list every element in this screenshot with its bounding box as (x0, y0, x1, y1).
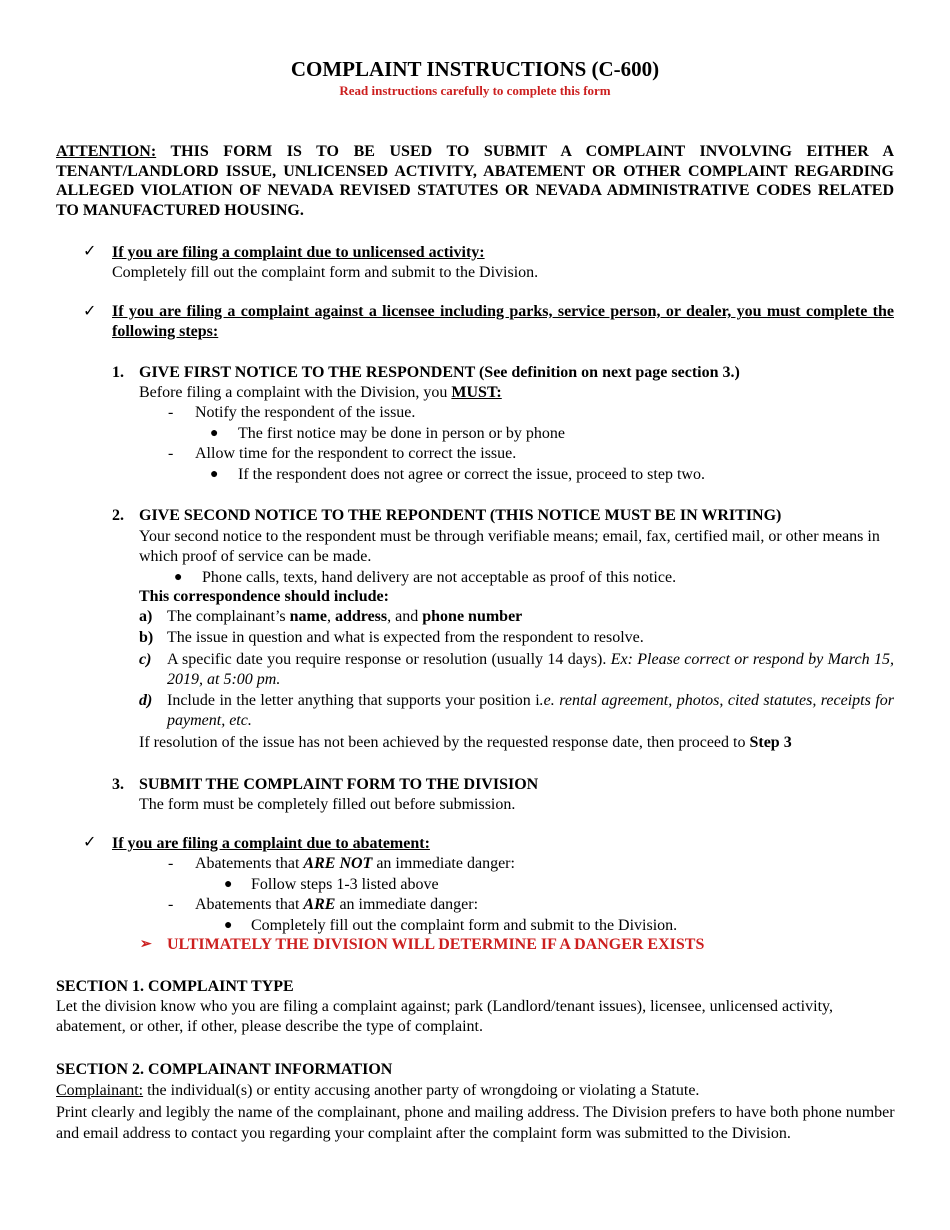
abatement-bullet2: Completely fill out the complaint form and submit to the Division. (251, 917, 678, 934)
item-a-address: address (334, 608, 388, 625)
step2-number: 2. (112, 507, 124, 524)
attention-notice (56, 142, 894, 220)
bullet-marker: ● (224, 918, 233, 933)
item-b-label: b) (139, 629, 154, 646)
step1-dash1: Notify the respondent of the issue. (195, 404, 416, 421)
section2-heading: SECTION 2. COMPLAINANT INFORMATION (56, 1061, 393, 1078)
section2-text: Print clearly and legibly the name of the complainant, phone and mailing address. The Division prefers to have both phone number and email address to contact you regarding your complaint after the complaint form was submitted to the Division. (56, 1104, 895, 1142)
item-a-phone: phone number (422, 608, 523, 625)
item-d-label: d) (139, 692, 153, 709)
page-subtitle: Read instructions carefully to complete this form (339, 83, 611, 98)
danger-warning: ULTIMATELY THE DIVISION WILL DETERMINE IF A DANGER EXISTS (167, 936, 705, 953)
item-a-sep: , and (387, 608, 423, 625)
unlicensed-text: Completely fill out the complaint form and submit to the Division. (112, 264, 539, 281)
step2-bullet: Phone calls, texts, hand delivery are not acceptable as proof of this notice. (202, 569, 677, 586)
item-a-label: a) (139, 608, 153, 625)
page-title: COMPLAINT INSTRUCTIONS (C-600) (290, 57, 660, 81)
step1-must: MUST: (451, 384, 502, 401)
item-d-main: Include in the letter anything that supports your position i (167, 692, 540, 709)
step3-number: 3. (112, 776, 124, 793)
attention-label: ATTENTION: (56, 143, 157, 160)
section1-heading: SECTION 1. COMPLAINT TYPE (56, 978, 294, 995)
item-d-text (167, 691, 894, 731)
bullet-marker: ● (224, 877, 233, 892)
step2-include-heading: This correspondence should include: (139, 588, 389, 605)
item-c-example: Ex: Please correct or respond by March 15, 2019, at 5:00 pm. (167, 651, 894, 688)
bullet-marker: ● (210, 426, 219, 441)
abatement-heading: If you are filing a complaint due to abatement: (112, 835, 430, 852)
abatement-dash1-post: an immediate danger: (372, 855, 515, 872)
step2-intro: Your second notice to the respondent must be through verifiable means; email, fax, certified mail, or other means in which proof of service can be made. (139, 528, 880, 565)
step3-text: The form must be completely filled out before submission. (139, 796, 516, 813)
dash-marker: - (168, 896, 174, 913)
checkmark-icon: ✓ (83, 834, 97, 851)
step2-resolution (139, 733, 792, 753)
bullet-marker: ● (210, 467, 219, 482)
item-d-examples: .e. rental agreement, photos, cited statutes, receipts for payment, etc. (167, 692, 894, 729)
abatement-dash1-em: ARE NOT (303, 855, 373, 872)
step2-resolution-step: Step 3 (749, 734, 792, 751)
step1-bullet1: The first notice may be done in person or by phone (238, 425, 566, 442)
step2-heading: GIVE SECOND NOTICE TO THE REPONDENT (THIS NOTICE MUST BE IN WRITING) (139, 507, 782, 524)
item-c-text (167, 650, 894, 690)
abatement-dash1 (195, 854, 515, 874)
section1-text: Let the division know who you are filing a complaint against; park (Landlord/tenant issues), licensee, unlicensed activity, abatement, or other, if other, please describe the type of complaint. (56, 998, 833, 1035)
step1-dash2: Allow time for the respondent to correct the issue. (195, 445, 517, 462)
section2-definition-text: the individual(s) or entity accusing another party of wrongdoing or violating a Statute. (143, 1082, 700, 1099)
dash-marker: - (168, 855, 174, 872)
step1-heading: GIVE FIRST NOTICE TO THE RESPONDENT (See definition on next page section 3.) (139, 364, 740, 381)
abatement-dash2 (195, 895, 478, 915)
licensee-heading: If you are filing a complaint against a licensee including parks, service person, or dealer, you must complete the following steps: (112, 303, 894, 340)
abatement-dash2-pre: Abatements that (195, 896, 304, 913)
step3-heading: SUBMIT THE COMPLAINT FORM TO THE DIVISION (139, 776, 539, 793)
step1-bullet2: If the respondent does not agree or correct the issue, proceed to step two. (238, 466, 705, 483)
abatement-dash2-post: an immediate danger: (335, 896, 479, 913)
item-c-main: A specific date you require response or resolution (usually 14 days). (167, 651, 611, 668)
abatement-dash2-em: ARE (303, 896, 336, 913)
step1-intro (139, 383, 502, 403)
item-a-name: name (289, 608, 327, 625)
unlicensed-heading: If you are filing a complaint due to unlicensed activity: (112, 244, 485, 261)
step1-intro-text: Before filing a complaint with the Division, you (139, 384, 452, 401)
section2-term: Complainant: (56, 1082, 144, 1099)
checkmark-icon: ✓ (83, 303, 97, 320)
bullet-marker: ● (174, 570, 183, 585)
attention-text: THIS FORM IS TO BE USED TO SUBMIT A COMPLAINT INVOLVING EITHER A TENANT/LANDLORD ISSUE, UNLICENSED ACTIVITY, ABATEMENT OR OTHER COMPLAINT REGARDING ALLEGED VIOLATION OF NEVADA REVISED STATUTES OR NEVADA ADMINISTRATIVE CODES RELATED TO MANUFACTURED HOUSING. (56, 143, 894, 219)
abatement-dash1-pre: Abatements that (195, 855, 304, 872)
item-a-pre: The complainant’s (167, 608, 290, 625)
dash-marker: - (168, 404, 174, 421)
abatement-bullet1: Follow steps 1-3 listed above (251, 876, 439, 893)
step1-number: 1. (112, 364, 124, 381)
dash-marker: - (168, 445, 174, 462)
section2-definition (56, 1081, 896, 1101)
step2-resolution-text: If resolution of the issue has not been achieved by the requested response date, then proceed to (139, 734, 750, 751)
item-a-sep: , (326, 608, 335, 625)
arrow-icon: ➢ (140, 937, 152, 952)
item-b-text: The issue in question and what is expected from the respondent to resolve. (167, 629, 644, 646)
item-c-label: c) (139, 651, 152, 668)
item-a-text (167, 607, 894, 627)
checkmark-icon: ✓ (83, 243, 97, 260)
